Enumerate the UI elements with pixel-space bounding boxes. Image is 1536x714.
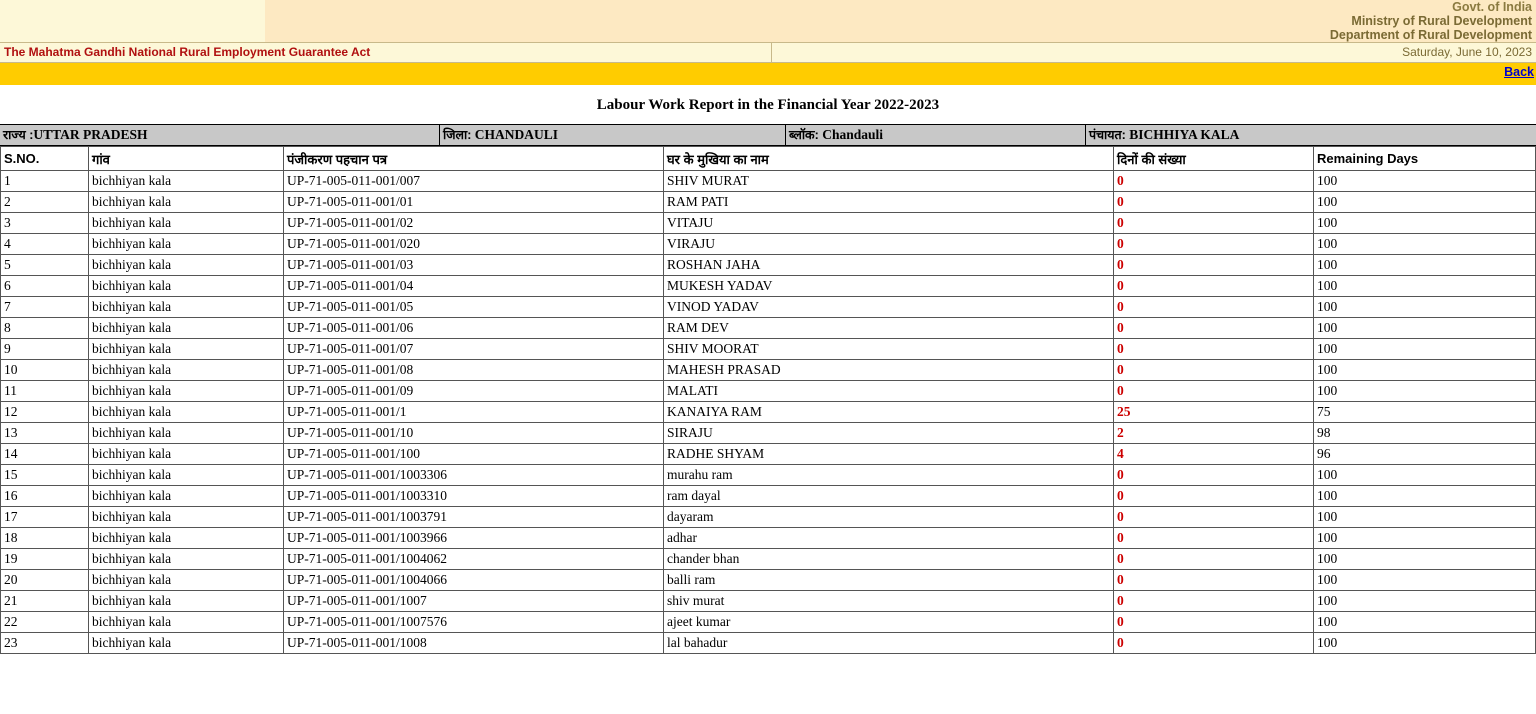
state-value: UTTAR PRADESH — [33, 127, 148, 142]
table-cell: 100 — [1314, 381, 1536, 402]
table-cell: 2 — [1, 192, 89, 213]
table-cell: VITAJU — [664, 213, 1114, 234]
table-cell: 11 — [1, 381, 89, 402]
table-head — [1, 147, 1536, 171]
table-cell: 1 — [1, 171, 89, 192]
table-row — [1, 234, 1536, 255]
block-value: Chandauli — [822, 127, 883, 142]
ministry-label: Ministry of Rural Development — [1351, 14, 1532, 28]
table-row — [1, 171, 1536, 192]
table-row — [1, 213, 1536, 234]
table-cell: adhar — [664, 528, 1114, 549]
ministry-text-block — [265, 0, 1536, 42]
table-cell: 100 — [1314, 507, 1536, 528]
table-cell: 0 — [1114, 570, 1314, 591]
act-title: The Mahatma Gandhi National Rural Employment Guarantee Act — [0, 43, 772, 62]
table-cell: 12 — [1, 402, 89, 423]
labour-work-report-table — [0, 146, 1536, 654]
col-header-days-worked: दिनों की संख्या — [1114, 147, 1314, 171]
table-row — [1, 318, 1536, 339]
table-cell: 100 — [1314, 255, 1536, 276]
table-row — [1, 402, 1536, 423]
table-cell: bichhiyan kala — [89, 486, 284, 507]
table-cell: bichhiyan kala — [89, 423, 284, 444]
col-header-remaining-days: Remaining Days — [1314, 147, 1536, 171]
table-cell: 0 — [1114, 612, 1314, 633]
table-cell: bichhiyan kala — [89, 402, 284, 423]
table-cell: bichhiyan kala — [89, 213, 284, 234]
table-row — [1, 633, 1536, 654]
table-cell: UP-71-005-011-001/1004062 — [284, 549, 664, 570]
table-cell: 2 — [1114, 423, 1314, 444]
table-cell: UP-71-005-011-001/1 — [284, 402, 664, 423]
table-cell: bichhiyan kala — [89, 549, 284, 570]
table-cell: bichhiyan kala — [89, 192, 284, 213]
table-cell: UP-71-005-011-001/1007576 — [284, 612, 664, 633]
table-cell: UP-71-005-011-001/100 — [284, 444, 664, 465]
table-cell: UP-71-005-011-001/05 — [284, 297, 664, 318]
table-cell: bichhiyan kala — [89, 255, 284, 276]
table-cell: bichhiyan kala — [89, 339, 284, 360]
current-date: Saturday, June 10, 2023 — [1402, 45, 1532, 59]
table-cell: 13 — [1, 423, 89, 444]
table-cell: 19 — [1, 549, 89, 570]
table-cell: UP-71-005-011-001/10 — [284, 423, 664, 444]
col-header-serial: S.NO. — [1, 147, 89, 171]
table-cell: KANAIYA RAM — [664, 402, 1114, 423]
table-cell: 15 — [1, 465, 89, 486]
table-cell: 98 — [1314, 423, 1536, 444]
table-cell: UP-71-005-011-001/04 — [284, 276, 664, 297]
table-cell: bichhiyan kala — [89, 591, 284, 612]
table-row — [1, 339, 1536, 360]
table-cell: RADHE SHYAM — [664, 444, 1114, 465]
table-cell: 0 — [1114, 549, 1314, 570]
table-cell: 25 — [1114, 402, 1314, 423]
table-cell: 0 — [1114, 255, 1314, 276]
table-cell: 4 — [1114, 444, 1314, 465]
table-cell: 23 — [1, 633, 89, 654]
state-cell — [0, 125, 440, 145]
table-cell: 20 — [1, 570, 89, 591]
table-cell: UP-71-005-011-001/1003791 — [284, 507, 664, 528]
report-table-container — [0, 146, 1536, 654]
table-cell: 0 — [1114, 465, 1314, 486]
table-cell: 22 — [1, 612, 89, 633]
table-cell: bichhiyan kala — [89, 360, 284, 381]
table-cell: 0 — [1114, 486, 1314, 507]
table-cell: balli ram — [664, 570, 1114, 591]
table-body — [1, 171, 1536, 654]
table-cell: VINOD YADAV — [664, 297, 1114, 318]
table-cell: 7 — [1, 297, 89, 318]
table-cell: bichhiyan kala — [89, 570, 284, 591]
table-cell: 100 — [1314, 549, 1536, 570]
table-cell: shiv murat — [664, 591, 1114, 612]
table-cell: bichhiyan kala — [89, 507, 284, 528]
table-cell: 100 — [1314, 633, 1536, 654]
table-cell: bichhiyan kala — [89, 381, 284, 402]
act-bar — [0, 42, 1536, 63]
table-cell: dayaram — [664, 507, 1114, 528]
block-cell — [786, 125, 1086, 145]
table-cell: 75 — [1314, 402, 1536, 423]
table-cell: 16 — [1, 486, 89, 507]
table-cell: UP-71-005-011-001/01 — [284, 192, 664, 213]
table-cell: 5 — [1, 255, 89, 276]
table-cell: bichhiyan kala — [89, 633, 284, 654]
panchayat-value: BICHHIYA KALA — [1129, 127, 1240, 142]
table-cell: 0 — [1114, 213, 1314, 234]
table-cell: 18 — [1, 528, 89, 549]
table-cell: bichhiyan kala — [89, 234, 284, 255]
table-cell: 0 — [1114, 633, 1314, 654]
location-strip — [0, 124, 1536, 146]
table-cell: 100 — [1314, 360, 1536, 381]
table-cell: murahu ram — [664, 465, 1114, 486]
table-row — [1, 444, 1536, 465]
table-row — [1, 297, 1536, 318]
table-row — [1, 570, 1536, 591]
table-cell: RAM DEV — [664, 318, 1114, 339]
col-header-village: गांव — [89, 147, 284, 171]
table-cell: bichhiyan kala — [89, 276, 284, 297]
table-cell: SHIV MOORAT — [664, 339, 1114, 360]
table-cell: bichhiyan kala — [89, 612, 284, 633]
table-cell: ROSHAN JAHA — [664, 255, 1114, 276]
table-cell: UP-71-005-011-001/03 — [284, 255, 664, 276]
table-header-row — [1, 147, 1536, 171]
table-row — [1, 528, 1536, 549]
table-cell: bichhiyan kala — [89, 171, 284, 192]
state-label: राज्य : — [3, 128, 34, 142]
table-cell: 100 — [1314, 486, 1536, 507]
emblem-area — [0, 0, 265, 42]
district-cell — [440, 125, 786, 145]
table-cell: UP-71-005-011-001/007 — [284, 171, 664, 192]
table-cell: 0 — [1114, 297, 1314, 318]
table-cell: 0 — [1114, 276, 1314, 297]
table-cell: 100 — [1314, 465, 1536, 486]
table-cell: UP-71-005-011-001/1003306 — [284, 465, 664, 486]
table-cell: bichhiyan kala — [89, 528, 284, 549]
govt-of-india-label: Govt. of India — [1452, 0, 1532, 14]
table-cell: SHIV MURAT — [664, 171, 1114, 192]
table-cell: 0 — [1114, 339, 1314, 360]
table-cell: 100 — [1314, 591, 1536, 612]
table-cell: bichhiyan kala — [89, 465, 284, 486]
table-row — [1, 276, 1536, 297]
page-title: Labour Work Report in the Financial Year 2022-2023 — [596, 97, 940, 113]
table-cell: 100 — [1314, 213, 1536, 234]
navigation-bar — [0, 63, 1536, 85]
table-cell: SIRAJU — [664, 423, 1114, 444]
table-cell: 17 — [1, 507, 89, 528]
table-cell: UP-71-005-011-001/07 — [284, 339, 664, 360]
table-cell: UP-71-005-011-001/06 — [284, 318, 664, 339]
table-row — [1, 192, 1536, 213]
panchayat-cell — [1086, 125, 1536, 145]
department-label: Department of Rural Development — [1329, 28, 1532, 42]
table-cell: 8 — [1, 318, 89, 339]
table-cell: 0 — [1114, 591, 1314, 612]
table-cell: 100 — [1314, 192, 1536, 213]
table-cell: UP-71-005-011-001/08 — [284, 360, 664, 381]
table-row — [1, 549, 1536, 570]
table-cell: UP-71-005-011-001/1007 — [284, 591, 664, 612]
table-cell: 0 — [1114, 381, 1314, 402]
table-cell: UP-71-005-011-001/020 — [284, 234, 664, 255]
table-cell: 4 — [1, 234, 89, 255]
table-cell: 14 — [1, 444, 89, 465]
table-row — [1, 255, 1536, 276]
table-cell: UP-71-005-011-001/02 — [284, 213, 664, 234]
table-cell: ram dayal — [664, 486, 1114, 507]
table-cell: 100 — [1314, 339, 1536, 360]
table-cell: VIRAJU — [664, 234, 1114, 255]
table-cell: 100 — [1314, 234, 1536, 255]
table-cell: 100 — [1314, 171, 1536, 192]
table-cell: UP-71-005-011-001/1008 — [284, 633, 664, 654]
table-cell: UP-71-005-011-001/09 — [284, 381, 664, 402]
table-cell: UP-71-005-011-001/1003966 — [284, 528, 664, 549]
table-cell: MALATI — [664, 381, 1114, 402]
table-cell: 9 — [1, 339, 89, 360]
table-cell: 0 — [1114, 507, 1314, 528]
table-cell: 100 — [1314, 297, 1536, 318]
block-label: ब्लॉक: — [789, 128, 819, 142]
table-cell: bichhiyan kala — [89, 297, 284, 318]
table-cell: 0 — [1114, 171, 1314, 192]
table-row — [1, 360, 1536, 381]
table-cell: chander bhan — [664, 549, 1114, 570]
table-cell: 6 — [1, 276, 89, 297]
table-row — [1, 423, 1536, 444]
col-header-registration-id: पंजीकरण पहचान पत्र — [284, 147, 664, 171]
table-cell: 10 — [1, 360, 89, 381]
table-cell: RAM PATI — [664, 192, 1114, 213]
table-row — [1, 465, 1536, 486]
table-cell: 100 — [1314, 318, 1536, 339]
table-cell: bichhiyan kala — [89, 444, 284, 465]
table-row — [1, 612, 1536, 633]
table-cell: 0 — [1114, 360, 1314, 381]
table-row — [1, 381, 1536, 402]
table-cell: lal bahadur — [664, 633, 1114, 654]
table-cell: UP-71-005-011-001/1003310 — [284, 486, 664, 507]
table-cell: 21 — [1, 591, 89, 612]
table-cell: UP-71-005-011-001/1004066 — [284, 570, 664, 591]
table-cell: bichhiyan kala — [89, 318, 284, 339]
table-cell: 100 — [1314, 612, 1536, 633]
table-cell: MUKESH YADAV — [664, 276, 1114, 297]
table-cell: ajeet kumar — [664, 612, 1114, 633]
table-cell: 3 — [1, 213, 89, 234]
district-value: CHANDAULI — [474, 127, 559, 142]
table-row — [1, 486, 1536, 507]
page-header-band — [0, 0, 1536, 42]
table-cell: 0 — [1114, 192, 1314, 213]
table-cell: 0 — [1114, 528, 1314, 549]
table-row — [1, 591, 1536, 612]
table-row — [1, 507, 1536, 528]
table-cell: 0 — [1114, 318, 1314, 339]
col-header-head-of-household: घर के मुखिया का नाम — [664, 147, 1114, 171]
table-cell: 0 — [1114, 234, 1314, 255]
table-cell: 100 — [1314, 528, 1536, 549]
district-label: जिला: — [443, 128, 472, 142]
panchayat-label: पंचायत: — [1089, 128, 1126, 142]
table-cell: 100 — [1314, 570, 1536, 591]
back-link[interactable]: Back — [1504, 65, 1534, 79]
table-cell: 96 — [1314, 444, 1536, 465]
table-cell: MAHESH PRASAD — [664, 360, 1114, 381]
table-cell: 100 — [1314, 276, 1536, 297]
